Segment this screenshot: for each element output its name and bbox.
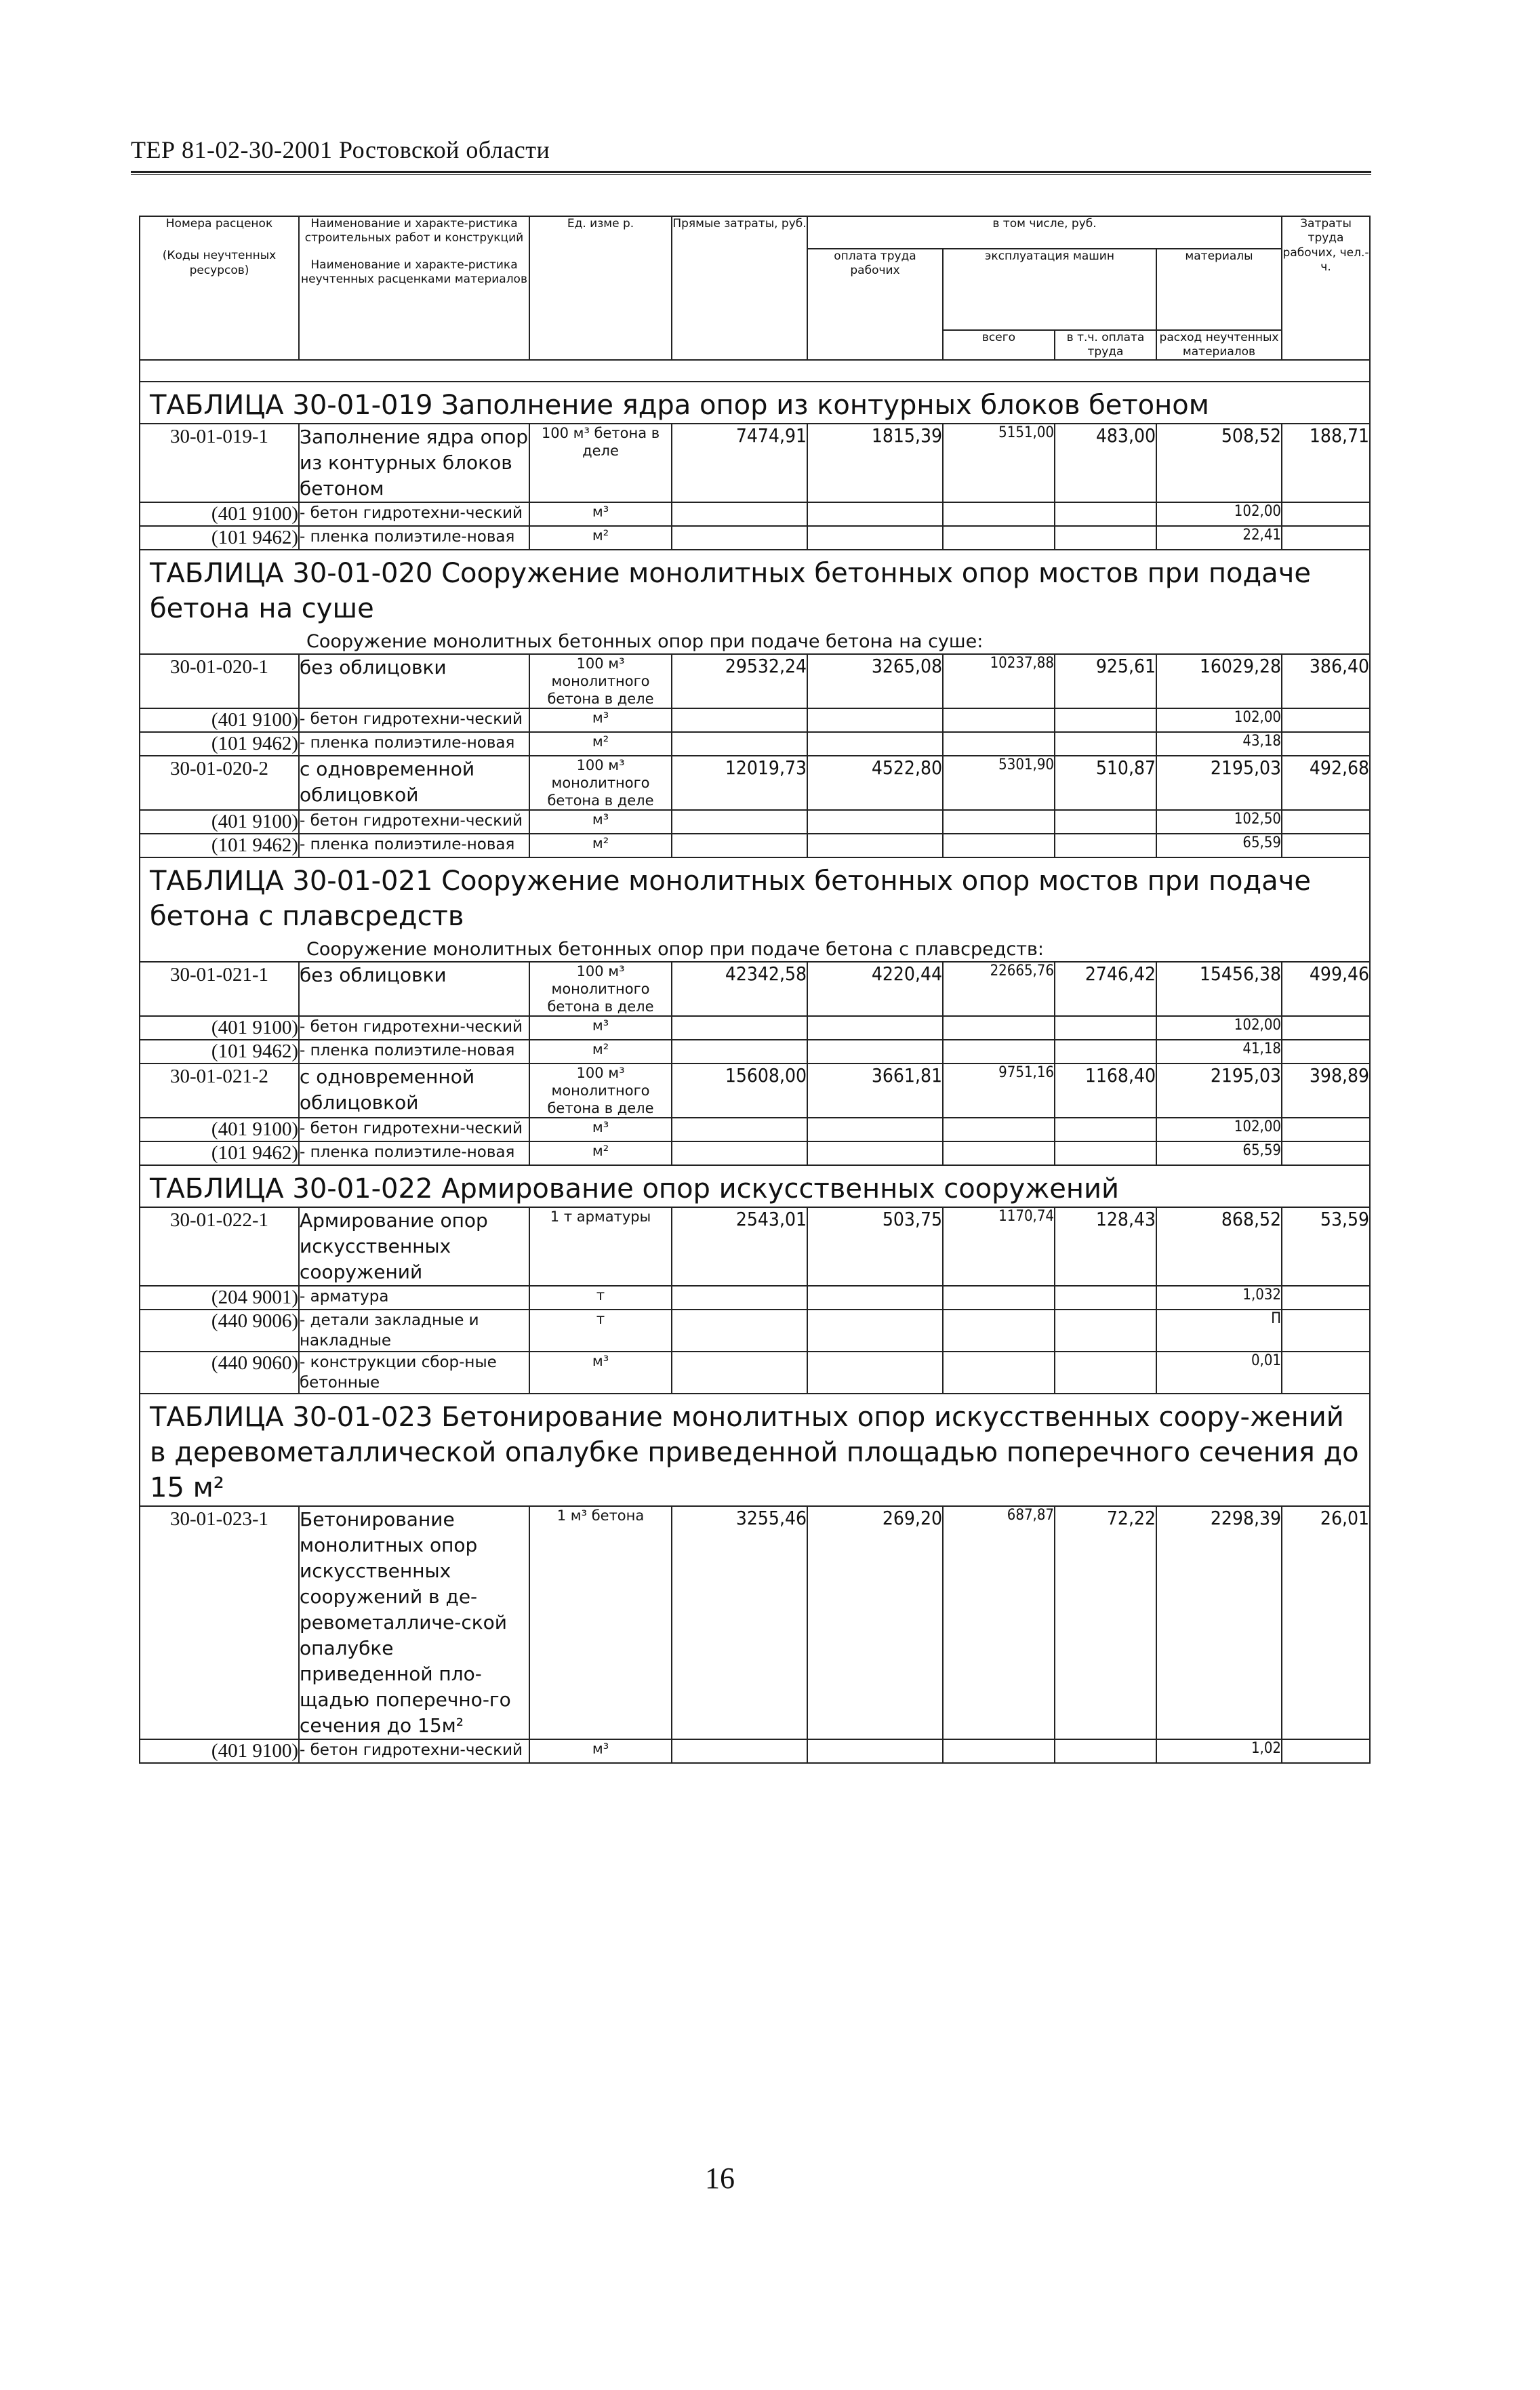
row-labor-pay: 4220,44 bbox=[807, 962, 943, 1016]
row-unit: м² bbox=[529, 1040, 672, 1064]
row-machines-labor bbox=[1055, 1118, 1156, 1141]
row-machines-labor: 2746,42 bbox=[1055, 962, 1156, 1016]
row-machines-total: 9751,16 bbox=[943, 1064, 1055, 1118]
row-materials: 102,00 bbox=[1156, 502, 1282, 526]
rate-row bbox=[140, 1064, 1370, 1118]
section-title bbox=[140, 1166, 1369, 1207]
row-machines-labor bbox=[1055, 810, 1156, 834]
row-unit: 100 м³ бетона в деле bbox=[529, 424, 672, 502]
row-materials: 2195,03 bbox=[1156, 1064, 1282, 1118]
row-code: (101 9462) bbox=[140, 1141, 299, 1165]
row-unit: т bbox=[529, 1310, 672, 1352]
row-machines-total bbox=[943, 1016, 1055, 1040]
row-unit: м³ bbox=[529, 1739, 672, 1763]
row-machines-labor bbox=[1055, 1739, 1156, 1763]
row-labor-hours: 386,40 bbox=[1282, 654, 1370, 708]
resource-row bbox=[140, 708, 1370, 732]
row-direct-cost bbox=[672, 810, 807, 834]
row-machines-total bbox=[943, 834, 1055, 857]
row-labor-hours: 188,71 bbox=[1282, 424, 1370, 502]
row-labor-hours bbox=[1282, 1310, 1370, 1352]
row-labor-pay: 4522,80 bbox=[807, 756, 943, 810]
row-name: с одновременной облицовкой bbox=[299, 1064, 529, 1118]
row-direct-cost: 15608,00 bbox=[672, 1064, 807, 1118]
row-machines-labor bbox=[1055, 1040, 1156, 1064]
resource-row bbox=[140, 1141, 1370, 1165]
row-labor-pay: 269,20 bbox=[807, 1506, 943, 1739]
row-direct-cost bbox=[672, 708, 807, 732]
row-direct-cost: 12019,73 bbox=[672, 756, 807, 810]
row-materials: 43,18 bbox=[1156, 732, 1282, 756]
row-direct-cost: 7474,91 bbox=[672, 424, 807, 502]
page-number: 16 bbox=[705, 2162, 735, 2195]
row-machines-total: 1170,74 bbox=[943, 1207, 1055, 1286]
row-machines-total bbox=[943, 1040, 1055, 1064]
row-labor-hours bbox=[1282, 1286, 1370, 1310]
row-name: - бетон гидротехни-ческий bbox=[299, 708, 529, 732]
row-name: - бетон гидротехни-ческий bbox=[299, 810, 529, 834]
row-unit: м³ bbox=[529, 810, 672, 834]
row-materials: 0,01 bbox=[1156, 1352, 1282, 1394]
section-heading-row bbox=[140, 857, 1370, 962]
row-direct-cost bbox=[672, 732, 807, 756]
row-name: - пленка полиэтиле-новая bbox=[299, 834, 529, 857]
row-direct-cost bbox=[672, 1739, 807, 1763]
row-machines-total bbox=[943, 708, 1055, 732]
row-machines-labor: 483,00 bbox=[1055, 424, 1156, 502]
row-machines-total: 10237,88 bbox=[943, 654, 1055, 708]
row-machines-labor: 128,43 bbox=[1055, 1207, 1156, 1286]
row-machines-total bbox=[943, 1141, 1055, 1165]
row-labor-hours bbox=[1282, 834, 1370, 857]
row-labor-pay bbox=[807, 834, 943, 857]
row-labor-hours: 499,46 bbox=[1282, 962, 1370, 1016]
row-unit: м³ bbox=[529, 502, 672, 526]
head-materials-sub: расход неучтенных материалов bbox=[1156, 330, 1282, 361]
resource-row bbox=[140, 1739, 1370, 1763]
section-tag: ТАБЛИЦА bbox=[150, 866, 284, 897]
row-name: - арматура bbox=[299, 1286, 529, 1310]
row-direct-cost: 3255,46 bbox=[672, 1506, 807, 1739]
section-heading-row bbox=[140, 382, 1370, 424]
section-tag: ТАБЛИЦА bbox=[150, 558, 284, 589]
row-materials: 15456,38 bbox=[1156, 962, 1282, 1016]
row-labor-pay bbox=[807, 1310, 943, 1352]
section-heading-row bbox=[140, 1165, 1370, 1207]
section-title bbox=[140, 1394, 1369, 1505]
row-labor-hours bbox=[1282, 1016, 1370, 1040]
row-name: - бетон гидротехни-ческий bbox=[299, 1118, 529, 1141]
row-name: с одновременной облицовкой bbox=[299, 756, 529, 810]
row-name: - пленка полиэтиле-новая bbox=[299, 732, 529, 756]
row-code: (401 9100) bbox=[140, 1118, 299, 1141]
row-code: 30-01-019-1 bbox=[140, 424, 299, 502]
row-unit: м³ bbox=[529, 1352, 672, 1394]
row-labor-hours bbox=[1282, 1040, 1370, 1064]
row-labor-pay: 3265,08 bbox=[807, 654, 943, 708]
row-labor-pay bbox=[807, 502, 943, 526]
row-name: Заполнение ядра опор из контурных блоков бетоном bbox=[299, 424, 529, 502]
section-title bbox=[140, 550, 1369, 626]
rate-row bbox=[140, 1506, 1370, 1739]
section-subtitle: Сооружение монолитных бетонных опор при подаче бетона на суше: bbox=[306, 631, 984, 652]
row-labor-pay: 1815,39 bbox=[807, 424, 943, 502]
spacer-row bbox=[140, 360, 1370, 382]
row-direct-cost bbox=[672, 1016, 807, 1040]
row-machines-total: 5151,00 bbox=[943, 424, 1055, 502]
row-labor-hours bbox=[1282, 1352, 1370, 1394]
resource-row bbox=[140, 1310, 1370, 1352]
section-heading bbox=[140, 1165, 1370, 1207]
row-code: 30-01-020-2 bbox=[140, 756, 299, 810]
row-machines-total bbox=[943, 1310, 1055, 1352]
row-machines-total bbox=[943, 502, 1055, 526]
head-machines: эксплуатация машин bbox=[943, 249, 1156, 330]
row-labor-pay bbox=[807, 1016, 943, 1040]
row-machines-labor: 1168,40 bbox=[1055, 1064, 1156, 1118]
row-direct-cost bbox=[672, 1141, 807, 1165]
row-labor-hours bbox=[1282, 526, 1370, 550]
row-unit: 100 м³ монолитного бетона в деле bbox=[529, 962, 672, 1016]
row-machines-labor bbox=[1055, 1141, 1156, 1165]
section-title bbox=[140, 858, 1369, 934]
row-materials: 41,18 bbox=[1156, 1040, 1282, 1064]
head-incl: в том числе, руб. bbox=[807, 216, 1282, 249]
rate-row bbox=[140, 424, 1370, 502]
row-name: - конструкции сбор-ные бетонные bbox=[299, 1352, 529, 1394]
row-code: 30-01-021-2 bbox=[140, 1064, 299, 1118]
row-machines-total bbox=[943, 1118, 1055, 1141]
row-materials: 22,41 bbox=[1156, 526, 1282, 550]
row-code: (440 9006) bbox=[140, 1310, 299, 1352]
row-name: Армирование опор искусственных сооружений bbox=[299, 1207, 529, 1286]
row-name: - бетон гидротехни-ческий bbox=[299, 1739, 529, 1763]
row-unit: 100 м³ монолитного бетона в деле bbox=[529, 756, 672, 810]
row-machines-labor bbox=[1055, 708, 1156, 732]
row-machines-total bbox=[943, 1352, 1055, 1394]
section-title-text: 30-01-020 Сооружение монолитных бетонных опор мостов при подаче бетона на суше bbox=[150, 558, 1311, 624]
row-materials: 65,59 bbox=[1156, 834, 1282, 857]
row-direct-cost bbox=[672, 834, 807, 857]
row-labor-hours bbox=[1282, 732, 1370, 756]
row-direct-cost bbox=[672, 526, 807, 550]
row-code: (401 9100) bbox=[140, 810, 299, 834]
head-names-top: Наименование и характе-ристика строительных работ и конструкций bbox=[304, 217, 524, 245]
head-direct: Прямые затраты, руб. bbox=[672, 216, 807, 360]
row-materials: 2298,39 bbox=[1156, 1506, 1282, 1739]
head-machines-labor: в т.ч. оплата труда bbox=[1055, 330, 1156, 361]
row-code: (440 9060) bbox=[140, 1352, 299, 1394]
row-materials: 102,00 bbox=[1156, 708, 1282, 732]
row-machines-labor bbox=[1055, 1016, 1156, 1040]
row-labor-pay bbox=[807, 810, 943, 834]
row-name: без облицовки bbox=[299, 962, 529, 1016]
row-machines-labor bbox=[1055, 502, 1156, 526]
resource-row bbox=[140, 526, 1370, 550]
section-title bbox=[140, 382, 1369, 423]
row-code: (101 9462) bbox=[140, 526, 299, 550]
row-labor-hours: 398,89 bbox=[1282, 1064, 1370, 1118]
head-codes-bottom: (Коды неучтенных ресурсов) bbox=[162, 249, 277, 277]
row-code: 30-01-020-1 bbox=[140, 654, 299, 708]
section-subtitle: Сооружение монолитных бетонных опор при подаче бетона с плавсредств: bbox=[306, 939, 1044, 960]
row-direct-cost bbox=[672, 1310, 807, 1352]
row-labor-pay: 3661,81 bbox=[807, 1064, 943, 1118]
row-machines-total bbox=[943, 526, 1055, 550]
row-machines-labor bbox=[1055, 834, 1156, 857]
row-code: (401 9100) bbox=[140, 708, 299, 732]
row-direct-cost: 2543,01 bbox=[672, 1207, 807, 1286]
row-unit: м² bbox=[529, 732, 672, 756]
row-labor-pay bbox=[807, 526, 943, 550]
page-header: ТЕР 81-02-30-2001 Ростовской области bbox=[131, 136, 550, 163]
row-direct-cost bbox=[672, 1352, 807, 1394]
rate-row bbox=[140, 962, 1370, 1016]
resource-row bbox=[140, 1118, 1370, 1141]
section-heading-row bbox=[140, 550, 1370, 654]
row-code: (101 9462) bbox=[140, 834, 299, 857]
row-materials: 1,032 bbox=[1156, 1286, 1282, 1310]
row-code: 30-01-022-1 bbox=[140, 1207, 299, 1286]
row-labor-hours bbox=[1282, 1118, 1370, 1141]
row-machines-total: 22665,76 bbox=[943, 962, 1055, 1016]
row-machines-total bbox=[943, 1739, 1055, 1763]
row-materials: 102,00 bbox=[1156, 1118, 1282, 1141]
row-labor-pay bbox=[807, 1118, 943, 1141]
row-machines-labor bbox=[1055, 1286, 1156, 1310]
row-unit: м² bbox=[529, 834, 672, 857]
section-title-text: 30-01-023 Бетонирование монолитных опор искусственных соору-жений в деревометаллической опалубке приведенной площадью поперечного сечения до 15 м² bbox=[150, 1402, 1359, 1503]
row-code: (401 9100) bbox=[140, 502, 299, 526]
row-materials: 16029,28 bbox=[1156, 654, 1282, 708]
row-name: - детали закладные и накладные bbox=[299, 1310, 529, 1352]
head-labor: оплата труда рабочих bbox=[807, 249, 943, 360]
section-heading bbox=[140, 550, 1370, 654]
row-code: (204 9001) bbox=[140, 1286, 299, 1310]
row-labor-pay bbox=[807, 1286, 943, 1310]
row-machines-labor bbox=[1055, 526, 1156, 550]
row-machines-labor bbox=[1055, 1352, 1156, 1394]
row-materials: 2195,03 bbox=[1156, 756, 1282, 810]
head-machines-total: всего bbox=[943, 330, 1055, 361]
row-machines-labor: 510,87 bbox=[1055, 756, 1156, 810]
row-unit: т bbox=[529, 1286, 672, 1310]
row-materials: 508,52 bbox=[1156, 424, 1282, 502]
head-labor-hours: Затраты труда рабочих, чел.-ч. bbox=[1282, 216, 1370, 360]
row-labor-pay bbox=[807, 1352, 943, 1394]
head-materials: материалы bbox=[1156, 249, 1282, 330]
row-materials: 868,52 bbox=[1156, 1207, 1282, 1286]
row-unit: 1 м³ бетона bbox=[529, 1506, 672, 1739]
resource-row bbox=[140, 502, 1370, 526]
row-machines-labor bbox=[1055, 732, 1156, 756]
estimate-table bbox=[139, 216, 1371, 1764]
rate-row bbox=[140, 756, 1370, 810]
header-rule-thin bbox=[131, 174, 1371, 175]
row-labor-hours bbox=[1282, 810, 1370, 834]
row-name: Бетонирование монолитных опор искусственных сооружений в де-ревометалличе-ской опалубке приведенной пло-щадью поперечно-го сечения до 15м² bbox=[299, 1506, 529, 1739]
row-labor-hours: 26,01 bbox=[1282, 1506, 1370, 1739]
row-materials: 65,59 bbox=[1156, 1141, 1282, 1165]
row-machines-labor: 925,61 bbox=[1055, 654, 1156, 708]
section-title-text: 30-01-021 Сооружение монолитных бетонных опор мостов при подаче бетона с плавсредств bbox=[150, 866, 1311, 932]
row-machines-labor bbox=[1055, 1310, 1156, 1352]
section-title-text: 30-01-022 Армирование опор искусственных сооружений bbox=[292, 1173, 1120, 1204]
row-code: (101 9462) bbox=[140, 732, 299, 756]
row-name: без облицовки bbox=[299, 654, 529, 708]
row-labor-hours bbox=[1282, 502, 1370, 526]
row-code: (101 9462) bbox=[140, 1040, 299, 1064]
rate-row bbox=[140, 1207, 1370, 1286]
header-rule bbox=[131, 171, 1371, 173]
row-unit: 100 м³ монолитного бетона в деле bbox=[529, 654, 672, 708]
resource-row bbox=[140, 1016, 1370, 1040]
row-name: - бетон гидротехни-ческий bbox=[299, 502, 529, 526]
row-materials: 102,50 bbox=[1156, 810, 1282, 834]
row-unit: 100 м³ монолитного бетона в деле bbox=[529, 1064, 672, 1118]
row-labor-pay bbox=[807, 732, 943, 756]
row-labor-hours bbox=[1282, 1739, 1370, 1763]
resource-row bbox=[140, 834, 1370, 857]
resource-row bbox=[140, 732, 1370, 756]
head-codes-top: Номера расценок bbox=[165, 217, 273, 230]
row-machines-total: 687,87 bbox=[943, 1506, 1055, 1739]
resource-row bbox=[140, 810, 1370, 834]
head-names-bottom: Наименование и характе-ристика неучтенных расценками материалов bbox=[301, 258, 527, 286]
row-labor-pay bbox=[807, 1739, 943, 1763]
resource-row bbox=[140, 1040, 1370, 1064]
row-name: - пленка полиэтиле-новая bbox=[299, 1040, 529, 1064]
row-machines-total bbox=[943, 1286, 1055, 1310]
head-codes bbox=[140, 216, 299, 360]
row-labor-pay bbox=[807, 708, 943, 732]
row-materials: 102,00 bbox=[1156, 1016, 1282, 1040]
row-direct-cost: 29532,24 bbox=[672, 654, 807, 708]
section-tag: ТАБЛИЦА bbox=[150, 1173, 284, 1204]
head-unit: Ед. изме р. bbox=[529, 216, 672, 360]
section-heading-row bbox=[140, 1394, 1370, 1506]
row-name: - пленка полиэтиле-новая bbox=[299, 526, 529, 550]
row-direct-cost bbox=[672, 1286, 807, 1310]
row-labor-hours: 492,68 bbox=[1282, 756, 1370, 810]
row-machines-total bbox=[943, 732, 1055, 756]
rate-row bbox=[140, 654, 1370, 708]
section-tag: ТАБЛИЦА bbox=[150, 390, 284, 421]
head-names bbox=[299, 216, 529, 360]
row-labor-pay bbox=[807, 1040, 943, 1064]
section-heading bbox=[140, 857, 1370, 962]
section-heading bbox=[140, 382, 1370, 424]
row-materials: П bbox=[1156, 1310, 1282, 1352]
row-machines-total: 5301,90 bbox=[943, 756, 1055, 810]
row-direct-cost: 42342,58 bbox=[672, 962, 807, 1016]
row-direct-cost bbox=[672, 1040, 807, 1064]
table-head-row-1 bbox=[140, 216, 1370, 249]
row-labor-hours bbox=[1282, 708, 1370, 732]
row-labor-pay bbox=[807, 1141, 943, 1165]
row-direct-cost bbox=[672, 502, 807, 526]
row-code: (401 9100) bbox=[140, 1739, 299, 1763]
row-code: 30-01-023-1 bbox=[140, 1506, 299, 1739]
row-labor-hours bbox=[1282, 1141, 1370, 1165]
row-unit: м³ bbox=[529, 708, 672, 732]
row-labor-hours: 53,59 bbox=[1282, 1207, 1370, 1286]
row-machines-labor: 72,22 bbox=[1055, 1506, 1156, 1739]
section-title-text: 30-01-019 Заполнение ядра опор из контурных блоков бетоном bbox=[292, 390, 1209, 421]
row-unit: м³ bbox=[529, 1016, 672, 1040]
section-tag: ТАБЛИЦА bbox=[150, 1402, 284, 1433]
row-name: - пленка полиэтиле-новая bbox=[299, 1141, 529, 1165]
row-name: - бетон гидротехни-ческий bbox=[299, 1016, 529, 1040]
section-heading bbox=[140, 1394, 1370, 1506]
row-unit: 1 т арматуры bbox=[529, 1207, 672, 1286]
row-materials: 1,02 bbox=[1156, 1739, 1282, 1763]
row-unit: м² bbox=[529, 526, 672, 550]
resource-row bbox=[140, 1286, 1370, 1310]
row-code: (401 9100) bbox=[140, 1016, 299, 1040]
resource-row bbox=[140, 1352, 1370, 1394]
row-unit: м³ bbox=[529, 1118, 672, 1141]
row-unit: м² bbox=[529, 1141, 672, 1165]
row-machines-total bbox=[943, 810, 1055, 834]
row-code: 30-01-021-1 bbox=[140, 962, 299, 1016]
row-labor-pay: 503,75 bbox=[807, 1207, 943, 1286]
row-direct-cost bbox=[672, 1118, 807, 1141]
